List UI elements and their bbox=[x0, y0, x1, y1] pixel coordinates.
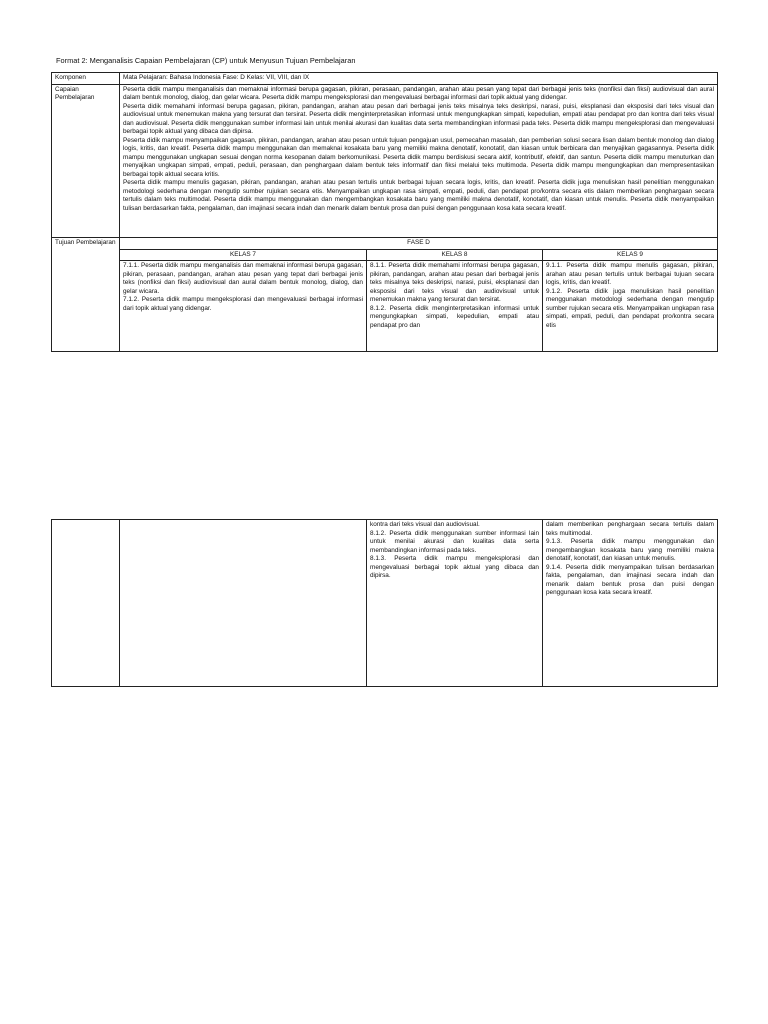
kelas8-item: 8.1.1. Peserta didik memahami informasi berupa gagasan, pikiran, pandangan, arahan atau pesan dari berbagai jenis teks misalnya teks deskripsi, narasi, puisi, eksplanasi dan eksposisi dari teks visual dan audiovisual untuk menemukan makna yang tersurat dan tersirat. bbox=[370, 262, 539, 304]
kelas-content-row-continued bbox=[52, 520, 718, 687]
subject-info: Mata Pelajaran: Bahasa Indonesia Fase: D Kelas: VII, VIII, dan IX bbox=[120, 73, 718, 85]
kelas8-header: KELAS 8 bbox=[367, 249, 543, 261]
kelas9-item: 9.1.4. Peserta didik menyampaikan tulisan berdasarkan fakta, pengalaman, dan imajinasi secara indah dan menarik dalam bentuk prosa dan puisi dengan penggunaan kosa kata secara kreatif. bbox=[546, 563, 714, 597]
kelas8-item: kontra dari teks visual dan audiovisual. bbox=[370, 521, 480, 528]
kelas9-header: KELAS 9 bbox=[543, 249, 718, 261]
kelas9-item: dalam memberikan penghargaan secara tertulis dalam teks multimodal. bbox=[546, 521, 714, 537]
fase-label: FASE D bbox=[120, 238, 718, 250]
empty-label-cell bbox=[52, 520, 120, 687]
cp-paragraph: Peserta didik mampu menganalisis dan memaknai informasi berupa gagasan, pikiran, perasaan, pandangan, arahan atau pesan yang tepat dari berbagai jenis teks (nonfiksi dan fiksi) audiovisual dan aural dalam bentuk monolog, dialog, dan gelar wicara. Peserta didik mampu mengeksplorasi dan mengevaluasi berbagai informasi dari topik aktual yang didengar. bbox=[123, 85, 715, 102]
komponen-label: Komponen bbox=[52, 73, 120, 85]
kelas9-cell-continued bbox=[543, 520, 718, 687]
cp-row bbox=[52, 84, 718, 238]
kelas8-cell bbox=[367, 261, 543, 352]
kelas8-item: 8.1.3. Peserta didik mampu mengeksplorasi dan mengevaluasi berbagai topik aktual yang dibaca dan dipirsa. bbox=[370, 555, 539, 580]
cp-paragraph: Peserta didik memahami informasi berupa gagasan, pikiran, pandangan, arahan atau pesan dari berbagai jenis teks misalnya teks deskripsi, narasi, puisi, eksplanasi dan eksposisi dari teks visual dan audiovisual untuk menemukan makna yang tersurat dan tersirat. Peserta didik menginterpretasikan informasi untuk mengungkapkan simpati, kepedulian, empati atau pendapat pro dan kontra dari teks visual dan audiovisual. Peserta didik menggunakan sumber informasi lain untuk menilai akurasi dan kualitas data serta membandingkan informasi pada teks. Peserta didik mampu mengeksplorasi dan mengevaluasi berbagai topik aktual yang dibaca dan dipirsa. bbox=[123, 102, 715, 136]
kelas7-header: KELAS 7 bbox=[120, 249, 367, 261]
kelas9-item: 9.1.2. Peserta didik juga menuliskan hasil penelitian menggunakan metodologi sederhana dengan mengutip sumber rujukan secara etis. Menyampaikan ungkapan rasa simpati, empati, peduli, dan pendapat pro/kontra secara etis bbox=[546, 287, 715, 329]
kelas8-item: 8.1.2. Peserta didik menginterpretasikan informasi untuk mengungkapkan simpati, kepedulian, empati atau pendapat pro dan bbox=[370, 304, 539, 329]
tp-label: Tujuan Pembelajaran bbox=[52, 238, 120, 352]
kelas8-cell-continued bbox=[367, 520, 543, 687]
cp-analysis-table-continued bbox=[51, 519, 718, 687]
cp-paragraph: Peserta didik mampu menyampaikan gagasan, pikiran, pandangan, arahan atau pesan untuk tujuan pengajuan usul, pemecahan masalah, dan pemberian solusi secara lisan dalam bentuk monolog dan dialog logis, kritis, dan kreatif. Peserta didik mampu menggunakan dan memaknai kosakata baru yang memiliki makna denotatif, konotatif, dan kiasan untuk berbicara dan menyajikan gagasannya. Peserta didik mampu menggunakan ungkapan sesuai dengan norma kesopanan dalam berkomunikasi. Peserta didik mampu berdiskusi secara aktif, kontributif, efektif, dan santun. Peserta didik mampu menuturkan dan menyajikan ungkapan simpati, empati, peduli, perasaan, dan penghargaan dalam bentuk teks informatif dan fiksi melalui teks multimoda. Peserta didik mampu mengungkapkan dan mempresentasikan berbagai topik aktual secara kritis. bbox=[123, 136, 715, 178]
header-row bbox=[52, 73, 718, 85]
kelas8-item: 8.1.2. Peserta didik menggunakan sumber informasi lain untuk menilai akurasi dan kualitas data serta membandingkan informasi pada teks. bbox=[370, 529, 539, 554]
tp-fase-row bbox=[52, 238, 718, 250]
kelas-header-row bbox=[52, 249, 718, 261]
document-title: Format 2: Menganalisis Capaian Pembelajaran (CP) untuk Menyusun Tujuan Pembelajaran bbox=[56, 56, 356, 65]
kelas7-cell bbox=[120, 261, 367, 352]
kelas9-item: 9.1.1. Peserta didik mampu menulis gagasan, pikiran, arahan atau pesan tertulis untuk berbagai tujuan secara logis, kritis, dan kreatif. bbox=[546, 262, 715, 287]
kelas9-item: 9.1.3. Peserta didik mampu menggunakan dan mengembangkan kosakata baru yang memiliki makna denotatif, konotatif, dan kiasan untuk menulis. bbox=[546, 538, 714, 563]
cp-paragraph: Peserta didik mampu menulis gagasan, pikiran, pandangan, arahan atau pesan tertulis untuk berbagai tujuan secara logis, kritis, dan kreatif. Peserta didik juga menuliskan hasil penelitian menggunakan metodologi sederhana dengan mengutip sumber rujukan secara etis. Menyampaikan ungkapan rasa simpati, empati, peduli, dan pendapat pro/kontra secara etis dalam memberikan penghargaan secara tertulis dalam teks multimodal. Peserta didik mampu menggunakan dan mengembangkan kosakata baru yang memiliki makna denotatif, konotatif, dan kiasan untuk menulis. Peserta didik menyampaikan tulisan berdasarkan fakta, pengalaman, dan imajinasi secara indah dan menarik dalam bentuk prosa dan puisi dengan penggunaan kosa kata secara kreatif. bbox=[123, 179, 715, 212]
cp-content bbox=[120, 84, 718, 238]
kelas9-cell bbox=[543, 261, 718, 352]
kelas7-item: 7.1.2. Peserta didik mampu mengeksplorasi dan mengevaluasi berbagai informasi dari topik aktual yang didengar. bbox=[123, 296, 363, 312]
kelas7-item: 7.1.1. Peserta didik mampu menganalisis dan memaknai informasi berupa gagasan, pikiran, perasaan, pandangan, arahan atau pesan yang tepat dari berbagai jenis teks (nonfiksi dan fiksi) audiovisual dan aural dalam bentuk monolog, dialog, dan gelar wicara. bbox=[123, 262, 363, 295]
cp-label: Capaian Pembelajaran bbox=[52, 84, 120, 238]
kelas-content-row bbox=[52, 261, 718, 352]
kelas7-cell-continued bbox=[120, 520, 367, 687]
cp-analysis-table bbox=[51, 72, 718, 352]
